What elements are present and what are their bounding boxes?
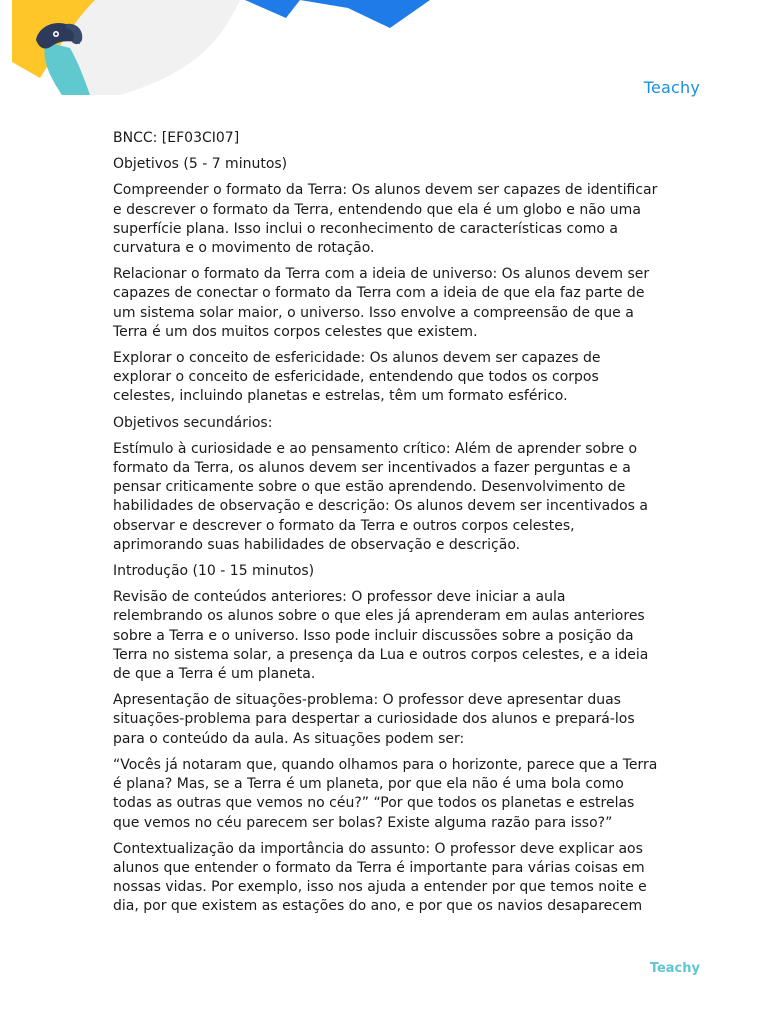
paragraph: Explorar o conceito de esfericidade: Os alunos devem ser capazes de explorar o conceito de esfericidade, entendendo que todos os corpos celestes, incluindo planetas e estrelas, têm um formato esférico. bbox=[113, 350, 601, 405]
paragraph: Relacionar o formato da Terra com a ideia de universo: Os alunos devem ser capazes de conectar o formato da Terra com a ideia de que ela faz parte de um sistema solar maior, o universo. Isso envolve a compreensão de que a Terra é um dos muitos corpos celestes que existem. bbox=[113, 266, 650, 340]
paragraph: Estímulo à curiosidade e ao pensamento crítico: Além de aprender sobre o formato da Terra, os alunos devem ser incentivados a fazer perguntas e a pensar criticamente sobre o que estão aprendendo. Desenvolvimento de habilidades de observação e descrição: Os alunos devem ser incentivados a observar e descrever o formato da Terra e outros corpos celestes, aprimorando suas habilidades de observação e descrição. bbox=[113, 440, 649, 553]
brand-name-footer: Teachy bbox=[649, 961, 700, 976]
paragraph: Introdução (10 - 15 minutos) bbox=[113, 563, 315, 580]
paragraph: Revisão de conteúdos anteriores: O professor deve iniciar a aula relembrando os alunos sobre o que eles já aprenderam em aulas anteriores sobre a Terra e o universo. Isso pode incluir discussões sobre a posição da Terra no sistema solar, a presença da Lua e outros corpos celestes, e a ideia de que a Terra é um planeta. bbox=[113, 589, 649, 683]
blue-top-shape bbox=[245, 0, 300, 18]
brand-name-top: Teachy bbox=[643, 78, 700, 97]
paragraph: Apresentação de situações-problema: O professor deve apresentar duas situações-problema para despertar a curiosidade dos alunos e prepará-los para o conteúdo da aula. As situações podem ser: bbox=[113, 692, 635, 747]
paragraph: BNCC: [EF03CI07] bbox=[113, 130, 240, 146]
paragraph: Objetivos (5 - 7 minutos) bbox=[113, 156, 288, 173]
paragraph: Objetivos secundários: bbox=[113, 414, 273, 431]
paragraph: Compreender o formato da Terra: Os alunos devem ser capazes de identificar e descrever o formato da Terra, entendendo que ela é um globo e não uma superfície plana. Isso inclui o reconhecimento de características como a curvatura e o movimento de rotação. bbox=[113, 182, 658, 257]
document-body bbox=[113, 129, 658, 924]
paragraph: “Vocês já notaram que, quando olhamos para o horizonte, parece que a Terra é plana? Mas, se a Terra é um planeta, por que ela não é uma bola como todas as outras que vemos no céu?” “Por que todos os planetas e estrelas que vemos no céu parecem ser bolas? Existe alguma razão para isso?” bbox=[113, 756, 658, 831]
paragraph: Contextualização da importância do assunto: O professor deve explicar aos alunos que entender o formato da Terra é importante para várias coisas em nossas vidas. Por exemplo, isso nos ajuda a entender por que temos noite e dia, por que existem as estações do ano, e por que os navios desaparecem bbox=[113, 840, 647, 915]
blue-top-shape-2 bbox=[300, 0, 430, 28]
